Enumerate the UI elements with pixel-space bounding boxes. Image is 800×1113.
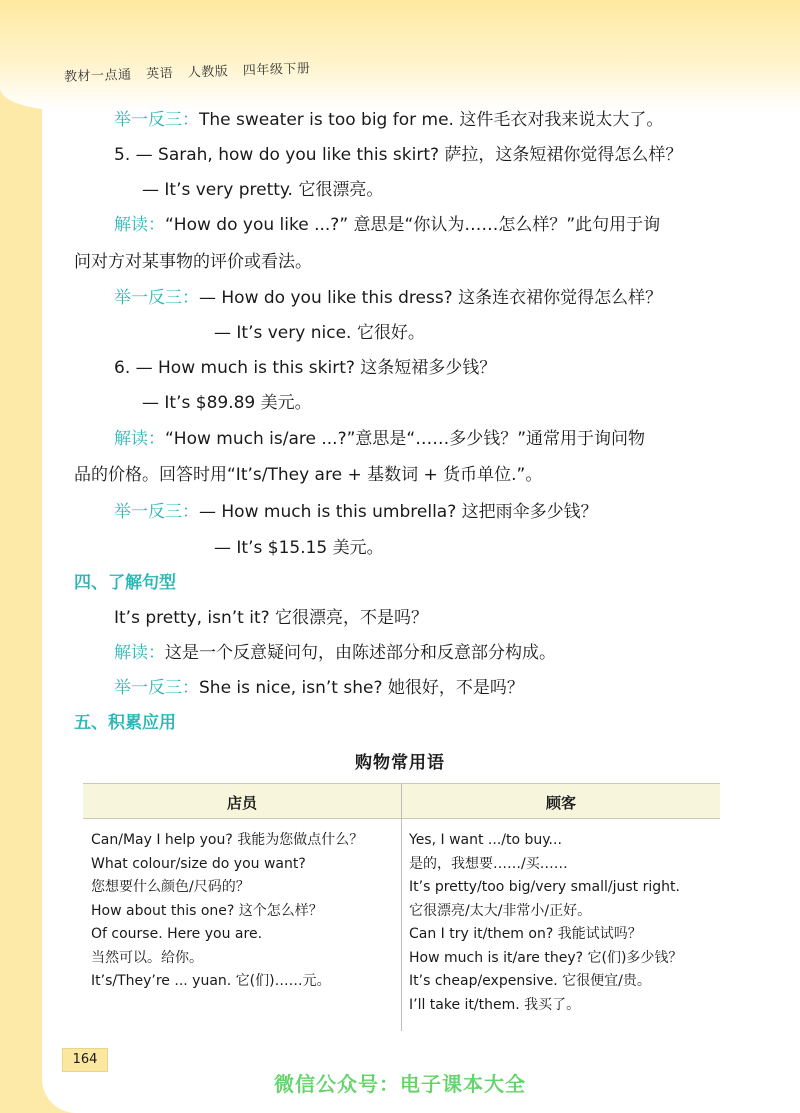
clerk-phrase: 当然可以。给你。	[91, 950, 203, 966]
subject-name: 英语	[145, 66, 174, 83]
label-explain: 解读：	[114, 215, 165, 235]
header-band	[0, 0, 800, 110]
label-practice: 举一反三：	[114, 110, 199, 130]
line-text: It’s pretty, isn’t it? 它很漂亮，不是吗？	[114, 608, 429, 628]
example-line	[114, 500, 598, 524]
line-text: “How do you like ...?” 意思是“你认为……怎么样？”此句用于询	[165, 215, 661, 235]
dialogue-line	[114, 356, 496, 380]
line-text: 问对方对某事物的评价或看法。	[74, 252, 312, 272]
customer-phrase: Yes, I want .../to buy...	[409, 832, 562, 848]
header-customer: 顾客	[545, 794, 576, 812]
label-practice: 举一反三：	[114, 502, 199, 522]
line-text: — It’s $15.15 美元。	[214, 538, 384, 558]
clerk-phrase: What colour/size do you want?	[91, 856, 306, 872]
dialogue-line	[114, 143, 682, 167]
explanation-line	[74, 250, 312, 274]
explanation-line	[74, 463, 542, 487]
customer-phrase: It’s pretty/too big/very small/just right.	[409, 879, 680, 895]
label-explain: 解读：	[114, 643, 165, 663]
explanation-line	[114, 427, 645, 451]
customer-phrase: 是的，我想要……/买……	[409, 856, 568, 872]
line-text: 品的价格。回答时用“It’s/They are + 基数词 + 货币单位.”。	[74, 465, 543, 485]
label-practice: 举一反三：	[114, 288, 199, 308]
phrase-table	[83, 783, 720, 1031]
clerk-phrase: Of course. Here you are.	[91, 926, 263, 942]
table-title: 购物常用语	[355, 753, 445, 773]
line-text: “How much is/are ...?”意思是“……多少钱？”通常用于询问物	[165, 429, 646, 449]
customer-phrase: It’s cheap/expensive. 它很便宜/贵。	[409, 973, 651, 989]
line-text: — It’s $89.89 美元。	[142, 393, 312, 413]
dialogue-line	[214, 321, 425, 345]
customer-phrase: Can I try it/them on? 我能试试吗？	[409, 926, 642, 942]
edition-name: 人教版	[187, 64, 229, 81]
example-line	[114, 286, 662, 310]
explanation-line	[114, 641, 556, 665]
sentence-pattern-line	[114, 606, 428, 630]
label-explain: 解读：	[114, 429, 165, 449]
header-clerk: 店员	[226, 794, 257, 812]
page-number: 164	[62, 1048, 108, 1072]
grade-name: 四年级下册	[242, 61, 311, 79]
line-text: — How much is this umbrella? 这把雨伞多少钱？	[199, 502, 598, 522]
clerk-phrase: How about this one? 这个怎么样？	[91, 903, 323, 919]
line-text: 5. — Sarah, how do you like this skirt? 萨拉，这条短裙你觉得怎么样？	[114, 145, 683, 165]
label-practice: 举一反三：	[114, 678, 199, 698]
customer-phrase: I’ll take it/them. 我买了。	[409, 997, 581, 1013]
clerk-phrase: 您想要什么颜色/尺码的？	[91, 879, 250, 895]
line-text: 这是一个反意疑问句，由陈述部分和反意部分构成。	[165, 643, 556, 663]
clerk-phrase: Can/May I help you? 我能为您做点什么？	[91, 832, 364, 848]
line-text: — It’s very pretty. 它很漂亮。	[142, 180, 384, 200]
book-name: 教材一点通	[63, 67, 132, 85]
dialogue-line	[214, 536, 384, 560]
line-text: She is nice, isn’t she? 她很好，不是吗？	[199, 678, 524, 698]
clerk-phrase: It’s/They’re ... yuan. 它(们)……元。	[91, 973, 331, 989]
example-line	[114, 108, 663, 132]
line-text: — It’s very nice. 它很好。	[214, 323, 425, 343]
section-heading: 五、积累应用	[74, 713, 176, 733]
line-text: The sweater is too big for me. 这件毛衣对我来说太大了。	[199, 110, 664, 130]
customer-phrase: How much is it/are they? 它(们)多少钱？	[409, 950, 683, 966]
example-line	[114, 676, 524, 700]
dialogue-line	[142, 391, 312, 415]
line-text: 6. — How much is this skirt? 这条短裙多少钱？	[114, 358, 497, 378]
column-divider	[401, 783, 402, 1031]
watermark-text: 微信公众号：电子课本大全	[274, 1072, 526, 1096]
line-text: — How do you like this dress? 这条连衣裙你觉得怎么样？	[199, 288, 663, 308]
customer-phrase: 它很漂亮/太大/非常小/正好。	[409, 903, 592, 919]
explanation-line	[114, 213, 660, 237]
dialogue-line	[142, 178, 383, 202]
section-heading: 四、了解句型	[74, 573, 176, 593]
